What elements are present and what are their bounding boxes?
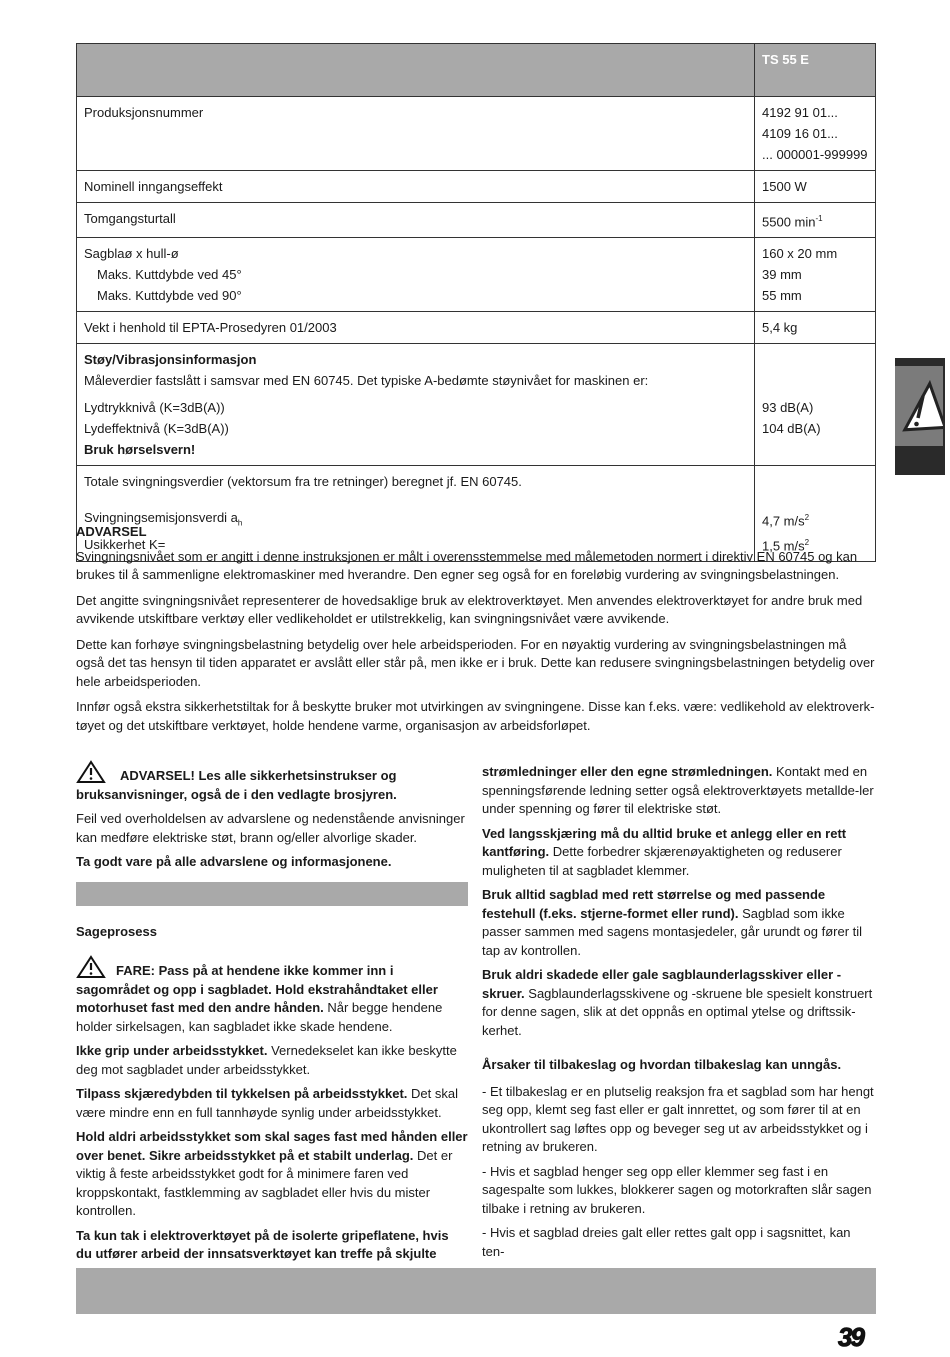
row-label: Vekt i henhold til EPTA-Prosedyren 01/2003 [77,312,755,344]
noise-intro: Måleverdier fastslått i samsvar med EN 60745. Det typiske A-bedømte støynivået for maskinen er: [84,373,649,389]
table-row [77,312,876,344]
depth90-value: 55 mm [762,288,802,304]
footer-bar [76,1268,876,1314]
serial-2: 4109 16 01... [762,126,838,141]
section-heading-sageprosess: Sageprosess [76,923,157,939]
vibration-emission-value: 4,7 $m/s^2$ [762,513,810,529]
speed-unit-sup: -1 [815,214,823,223]
depth45-label: Maks. Kuttdybde ved 45° [97,267,242,283]
section-header-bar [76,882,468,906]
blade-label: Sagblaø x hull-ø [84,246,179,262]
warning-triangle-icon [76,760,106,784]
serial-1: 4192 91 01... [762,105,838,120]
table-row [77,97,876,171]
kickback-paragraph: - Et tilbakeslag er en plutselig reaksjon fra et sagblad som har hengt seg opp, klemt seg fast eller er galt innrettet, og som fører til at en ukontrollert sag løftes opp og beveger seg ut av arbeidsstykket og i retning av brukeren. [482,1083,874,1154]
header-empty-cell [77,44,755,97]
exclamation-warning-icon [895,366,943,446]
row-value [755,203,876,238]
speed-value: 5500 min [762,214,816,230]
serial-3: ... 000001-999999 [762,147,868,162]
keep-instructions-note: Ta godt vare på alle advarslene og informasjonene. [76,854,392,869]
row-value: 5,4 kg [755,312,876,344]
model-name: TS 55 E [755,44,876,97]
vibration-intro: Totale svingningsverdier (vektorsum fra tre retninger) beregnet jf. EN 60745. [84,474,522,490]
row-value [755,97,876,171]
blade-value: 160 x 20 mm [762,246,838,262]
row-value: 1500 W [755,171,876,203]
table-row [77,203,876,238]
right-column [482,763,876,1267]
row-value [755,238,876,312]
uncertainty-label: Usikkerhet K= [84,536,166,552]
sound-pressure-value: 93 dB(A) [762,400,814,416]
noise-title: Støy/Vibrasjonsinformasjon [84,352,257,368]
depth45-value: 39 mm [762,267,802,283]
advarsel-heading: ADVARSEL [76,524,147,539]
danger-paragraph: FARE: Pass på at hendene ikke kommer inn i sagområdet og opp i sagbladet. Hold ekstrahåndtaket eller motorhuset fast med den andre hånden. Når begge hendene holder sirkelsagen, kan sagbladet ikke skade hendene. [76,955,468,1036]
instruction-paragraph: Ved langsskjæring må du alltid bruke et anlegg eller en rett kantføring. Dette forbedrer skjærenøyaktigheten og reduserer muligheten til at sagbladet klemmer. [482,825,847,878]
noise-value-cell [755,344,876,466]
page-number: 39 [838,1322,863,1352]
table-header-row [77,44,876,97]
warning-triangle-icon [76,955,106,979]
instruction-paragraph: strømledninger eller den egne strømledningen. Kontakt med en spenningsførende ledning setter også elektroverktøyets metallde-ler under spenning og fører til elektriske støt. [482,764,874,816]
table-row [77,171,876,203]
row-label: Tomgangsturtall [77,203,755,238]
row-label: Produksjonsnummer [77,97,755,171]
kickback-paragraph: - Hvis et sagblad dreies galt eller rettes galt opp i sagsnittet, kan ten- [482,1225,851,1259]
instruction-paragraph: Bruk alltid sagblad med rett størrelse og med passende festehull (f.eks. stjerne-formet eller rund). Sagblad som ikke passer sammen med sagens montasjedeler, går urundt og fører til tap av kontrollen. [482,887,863,958]
advarsel-paragraph: Det angitte svingningsnivået representerer de hovedsaklige bruk av elektroverktøyet. Men anvendes elektroverktøyet for andre bruk med avvikende utskiftbare verktøy eller vedlikeholdet er utilstrekkelig, kan svingningsnivået være avvikende. [76,592,863,626]
side-tab-panel [895,366,943,446]
instruction-paragraph: Bruk aldri skadede eller gale sagblaunderlagsskiver eller -skruer. Sagblaunderlagsskivene og -skruene ble spesielt konstruert for denne sagen, slik at det oppnås en optimal ytelse og driftssik-kerhet. [482,967,873,1038]
section-heading-kickback: Årsaker til tilbakeslag og hvordan tilbakeslag kan unngås. [482,1057,842,1072]
spec-table [76,43,876,562]
instruction-paragraph: Hold aldri arbeidsstykket som skal sages fast med hånden eller over benet. Sikre arbeidsstykket på et stabilt underlag. Det er viktig å feste arbeidsstykket godt for å minimere faren ved kroppskontakt, fastklemming av sagbladet eller hvis du mister kontrollen. [76,1129,468,1218]
vibration-emission-label: Svingningsemisjonsverdi $a_h$ [84,510,243,528]
safety-warning-text: Feil ved overholdelsen av advarslene og nedenstående anvisninger kan medføre elektriske støt, brann og/eller alvorlige skader. [76,811,465,845]
left-column [76,760,468,1270]
noise-info-cell [77,344,755,466]
safety-warning-lead: ADVARSEL! Les alle sikkerhetsinstrukser og bruksanvisninger, også de i den vedlagte brosjyren. [76,760,468,804]
advarsel-paragraph: Dette kan forhøye svingningsbelastning betydelig over hele arbeidsperioden. For en nøyaktig vurdering av svingningsbelastningen må også det tas hensyn til tiden apparatet er avslått eller står på, men ikke er i bruk. Dette kan redusere svingningsbelastningen betydelig over hele arbeidsperioden. [76,636,875,689]
sound-pressure-label: Lydtrykknivå (K=3dB(A)) [84,400,225,416]
sound-power-value: 104 dB(A) [762,421,821,437]
section-side-tab [895,358,945,475]
hearing-protection-note: Bruk hørselsvern! [84,442,196,458]
vibration-warning-section [76,523,876,742]
advarsel-paragraph: Innfør også ekstra sikkerhetstiltak for å beskytte bruker mot utvirkingen av svingningene. Disse kan f.eks. være: vedlikehold av elektroverk-tøyet og det utskiftbare verktøyet, holde hendene varme, organisasjon av arbeidsforløpet. [76,699,875,733]
depth90-label: Maks. Kuttdybde ved 90° [97,288,242,304]
sound-power-label: Lydeffektnivå (K=3dB(A)) [84,421,229,437]
instruction-paragraph: Ta kun tak i elektroverktøyet på de isolerte gripeflatene, hvis du utfører arbeid der innsatsverktøyet kan treffe på skjulte [76,1227,449,1261]
advarsel-paragraph: Svingningsnivået som er angitt i denne instruksjonen er målt i overensstemmelse med målemetoden normert i direktiv EN 60745 og kan brukes til å sammenligne elektromaskiner med hverandre. Den egner seg også for en foreløbig vurdering av svingningsbelastningen. [76,548,858,582]
uncertainty-value: 1,5 $m/s^2$ [762,537,810,553]
instruction-paragraph: Tilpass skjæredybden til tykkelsen på arbeidsstykket. Det skal være mindre enn en full tannhøyde synlig under arbeidsstykket. [76,1086,458,1120]
kickback-paragraph: - Hvis et sagblad henger seg opp eller klemmer seg fast i en sagespalte som lukkes, blokkerer sagen og motorkraften slår sagen tilbake i retning av brukeren. [482,1163,872,1216]
instruction-paragraph: Ikke grip under arbeidsstykket. Vernedekselet kan ikke beskytte deg mot sagbladet under arbeidsstykket. [76,1043,457,1077]
row-label: Nominell inngangseffekt [77,171,755,203]
row-label [77,238,755,312]
table-row [77,238,876,312]
table-row [77,344,876,466]
